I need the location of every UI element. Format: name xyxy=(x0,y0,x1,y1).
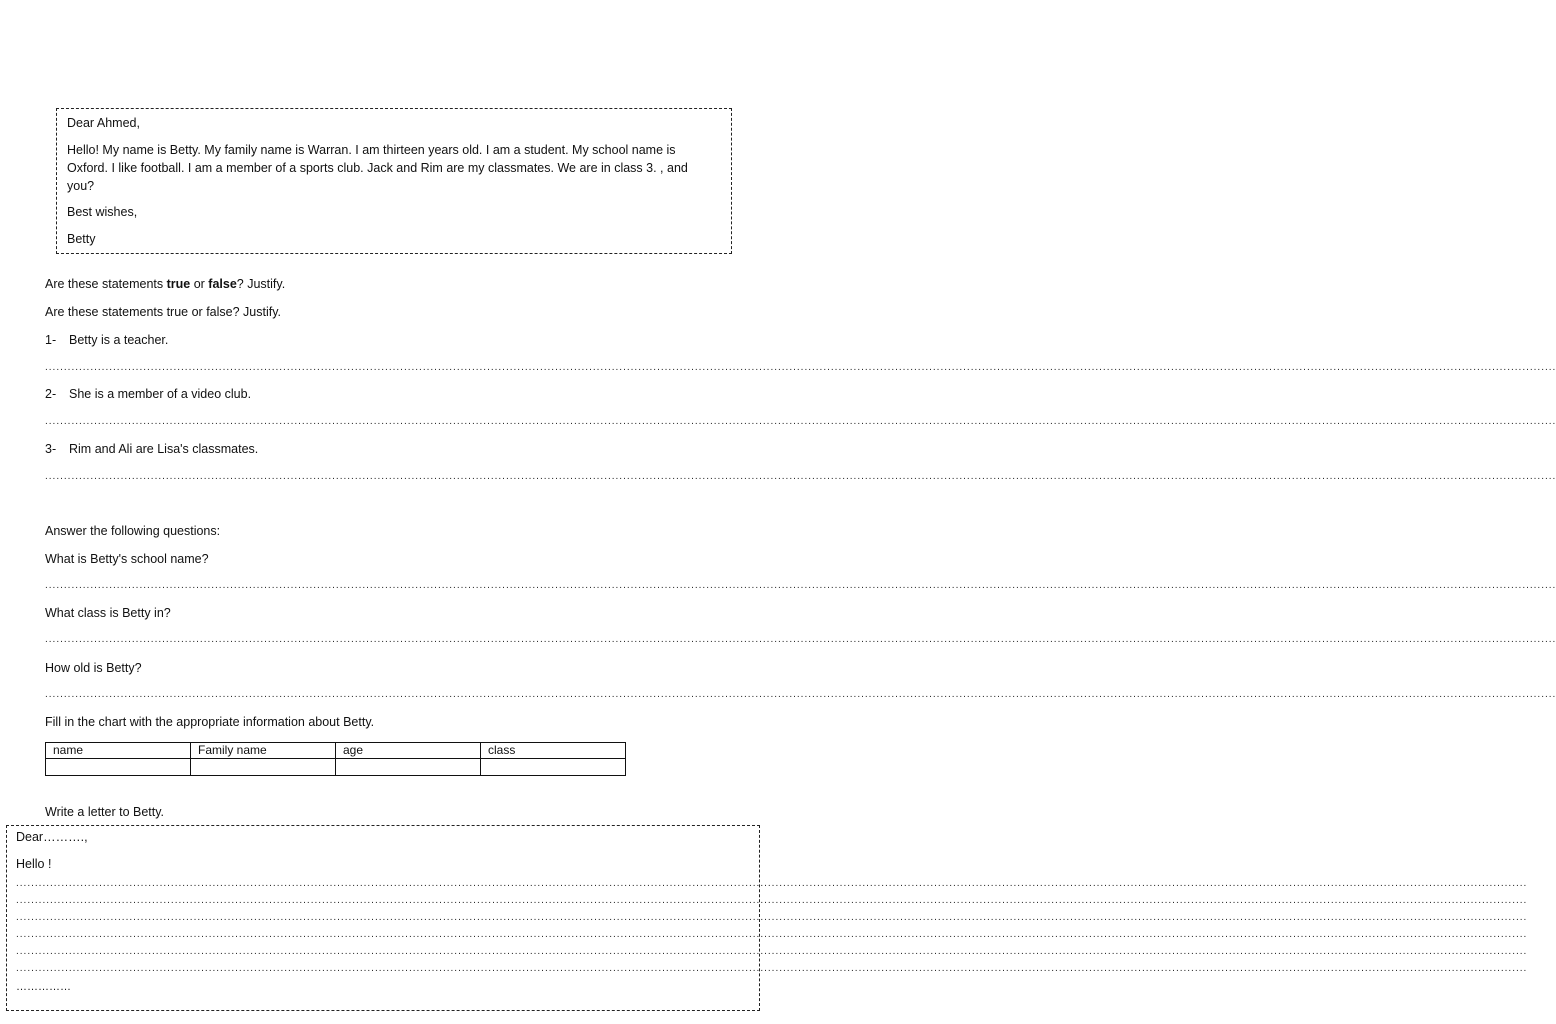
true-false-instruction-repeat: Are these statements true or false? Justify. xyxy=(45,305,281,319)
writing-line[interactable]: ................................................................................................................................................................................................................................................................................................................................................................................................................ xyxy=(16,878,1528,889)
answer-line[interactable]: ................................................................................................................................................................................................................................................................................................................................................................................................................ xyxy=(45,689,1556,700)
chart-header-family-name: Family name xyxy=(191,743,336,759)
statement-3: 3- Rim and Ali are Lisa's classmates. xyxy=(45,442,259,456)
chart-header-class: class xyxy=(481,743,626,759)
chart-cell-class[interactable] xyxy=(481,759,626,776)
answer-line[interactable]: ................................................................................................................................................................................................................................................................................................................................................................................................................ xyxy=(45,416,1556,427)
writing-line[interactable]: ................................................................................................................................................................................................................................................................................................................................................................................................................ xyxy=(16,895,1528,906)
answer-line[interactable]: ................................................................................................................................................................................................................................................................................................................................................................................................................ xyxy=(45,580,1556,591)
writing-line[interactable]: ................................................................................................................................................................................................................................................................................................................................................................................................................ xyxy=(16,946,1528,957)
question-3: How old is Betty? xyxy=(45,661,142,675)
questions-instruction: Answer the following questions: xyxy=(45,524,221,538)
true-false-instruction: Are these statements true or false? Justify. xyxy=(45,277,286,291)
chart-instruction: Fill in the chart with the appropriate information about Betty. xyxy=(45,715,375,729)
statement-1: 1- Betty is a teacher. xyxy=(45,333,169,347)
writing-line[interactable]: ................................................................................................................................................................................................................................................................................................................................................................................................................ xyxy=(16,963,1528,974)
write-closing-dots: …………… xyxy=(16,981,71,993)
chart-header-age: age xyxy=(336,743,481,759)
answer-line[interactable]: ................................................................................................................................................................................................................................................................................................................................................................................................................ xyxy=(45,634,1556,645)
write-hello: Hello ! xyxy=(16,857,52,871)
chart-cell-name[interactable] xyxy=(46,759,191,776)
writing-line[interactable]: ................................................................................................................................................................................................................................................................................................................................................................................................................ xyxy=(16,912,1528,923)
chart-cell-age[interactable] xyxy=(336,759,481,776)
info-chart xyxy=(45,742,626,776)
chart-header-name: name xyxy=(46,743,191,759)
statement-2: 2- She is a member of a video club. xyxy=(45,387,252,401)
question-1: What is Betty's school name? xyxy=(45,552,209,566)
writing-line[interactable]: ................................................................................................................................................................................................................................................................................................................................................................................................................ xyxy=(16,929,1528,940)
letter-body: Hello! My name is Betty. My family name is Warran. I am thirteen years old. I am a student. My school name is Oxford. I like football. I am a member of a sports club. Jack and Rim are my classmates. We are in class 3. , and you? xyxy=(67,143,688,193)
write-greeting: Dear………., xyxy=(16,830,88,844)
letter-closing: Best wishes, xyxy=(67,205,138,219)
letter-signature: Betty xyxy=(67,232,96,246)
answer-line[interactable]: ................................................................................................................................................................................................................................................................................................................................................................................................................ xyxy=(45,362,1556,373)
write-instruction: Write a letter to Betty. xyxy=(45,805,165,819)
answer-line[interactable]: ................................................................................................................................................................................................................................................................................................................................................................................................................ xyxy=(45,471,1556,482)
write-letter-box[interactable] xyxy=(6,825,1528,1011)
letter-box xyxy=(56,108,732,254)
question-2: What class is Betty in? xyxy=(45,606,171,620)
chart-cell-family-name[interactable] xyxy=(191,759,336,776)
letter-greeting: Dear Ahmed, xyxy=(67,116,140,130)
